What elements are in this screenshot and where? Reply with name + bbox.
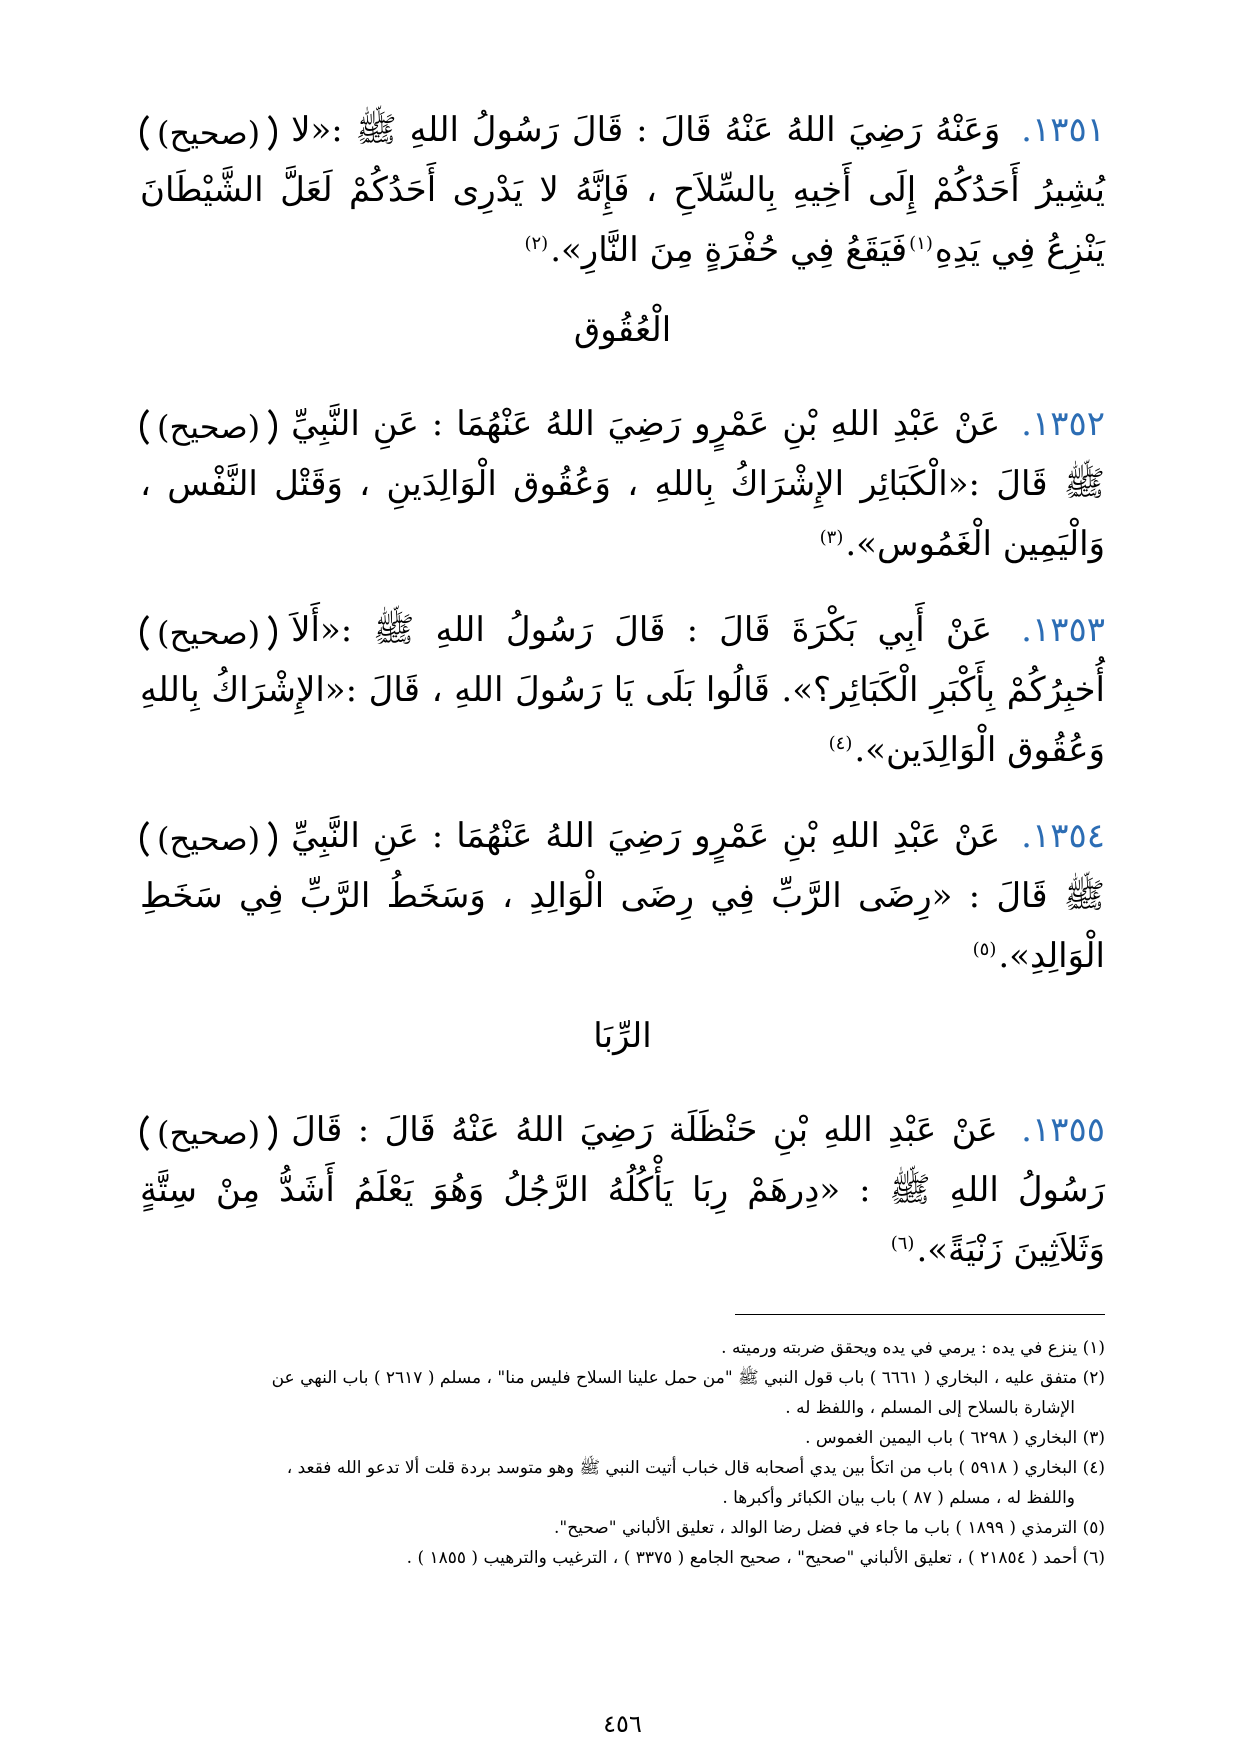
footnote-ref[interactable]: (١) — [909, 232, 933, 254]
hadith-text: عَنْ عَبْدِ اللهِ بْنِ حَنْظَلَة رَضِيَ اللهُ عَنْهُ قَالَ : قَالَ رَسُولُ اللهِ ﷺ : «دِرهَمْ رِبَا يَأْكُلُهُ الرَّجُلُ وَهُوَ يَعْلَمُ أَشَدُّ مِنْ سِتَّةٍ وَثَلاَثِينَ زَنْيَةً». — [140, 1110, 1105, 1270]
footnote-2 — [140, 1363, 1105, 1423]
footnote-divider — [735, 1314, 1105, 1315]
grade-badge: (صحيح) — [140, 1108, 277, 1158]
hadith-text: عَنْ عَبْدِ اللهِ بْنِ عَمْرٍو رَضِيَ اللهُ عَنْهُمَا : عَنِ النَّبِيِّ ﷺ قَالَ :«الْكَبَائِر الإِشْرَاكُ بِاللهِ ، وَعُقُوق الْوَالِدَينِ ، وَقَتْل النَّفْس ، وَالْيَمِين الْغَمُوس». — [140, 404, 1105, 564]
grade-badge: (صحيح) — [140, 608, 277, 658]
footnote-text: (٥) الترمذي ( ١٨٩٩ ) باب ما جاء في فضل رضا الوالد ، تعليق الألباني "صحيح". — [553, 1518, 1105, 1538]
footnote-ref[interactable]: (٢) — [524, 232, 549, 254]
hadith-number: ١٣٥٥. — [1021, 1110, 1105, 1150]
section-title-riba: الرِّبَا — [593, 1016, 652, 1056]
grade-badge: (صحيح) — [140, 814, 277, 864]
hadith-number: ١٣٥٢. — [1021, 404, 1105, 444]
footnote-text: (٦) أحمد ( ٢١٨٥٤ ) ، تعليق الألباني "صحيح" ، صحيح الجامع ( ٣٣٧٥ ) ، الترغيب والترهيب ( ١٨٥٥ ) . — [406, 1548, 1105, 1568]
footnote-ref[interactable]: (٥) — [972, 938, 997, 960]
footnote-ref[interactable]: (٤) — [828, 732, 853, 754]
hadith-text-continued: فَيَقَعُ فِي حُفْرَةٍ مِنَ النَّارِ». — [550, 230, 908, 270]
hadith-1351 — [140, 100, 1105, 280]
footnote-text: (١) ينزع في يده : يرمي في يده ويحقق ضربته ورميته . — [721, 1338, 1105, 1358]
hadith-number: ١٣٥٣. — [1021, 610, 1105, 650]
footnote-text: (٤) البخاري ( ٥٩١٨ ) باب من اتكأ بين يدي أصحابه قال خباب أتيت النبي ﷺ وهو متوسد بردة قلت ألا تدعو الله فقعد ، — [286, 1458, 1105, 1478]
hadith-1353 — [140, 600, 1105, 780]
footnote-text: (٢) متفق عليه ، البخاري ( ٦٦٦١ ) باب قول النبي ﷺ "من حمل علينا السلاح فليس منا" ، مسلم ( ٢٦١٧ ) باب النهي عن — [271, 1368, 1105, 1388]
footnotes — [140, 1333, 1105, 1573]
hadith-1354 — [140, 806, 1105, 986]
page-number: ٤٥٦ — [603, 1710, 642, 1738]
hadith-1355 — [140, 1100, 1105, 1280]
footnote-3 — [140, 1423, 1105, 1453]
hadith-number: ١٣٥٤. — [1021, 816, 1105, 856]
footnote-text: (٣) البخاري ( ٦٢٩٨ ) باب اليمين الغموس . — [805, 1428, 1105, 1448]
footnote-6 — [140, 1543, 1105, 1573]
footnote-1 — [140, 1333, 1105, 1363]
hadith-number: ١٣٥١. — [1021, 110, 1106, 150]
section-title-uquq: الْعُقُوق — [573, 310, 672, 350]
footnote-continuation: الإشارة بالسلاح إلى المسلم ، واللفظ له . — [785, 1398, 1075, 1418]
grade-badge: (صحيح) — [140, 108, 277, 158]
footnote-5 — [140, 1513, 1105, 1543]
hadith-text: عَنْ أَبِي بَكْرَةَ قَالَ : قَالَ رَسُولُ اللهِ ﷺ :«أَلاَ أُخبِرُكُمْ بِأَكْبَرِ الْكَبَائِر؟». قَالُوا بَلَى يَا رَسُولَ اللهِ ، قَالَ :«الإِشْرَاكُ بِاللهِ وَعُقُوق الْوَالِدَين». — [140, 610, 1105, 770]
hadith-1352 — [140, 394, 1105, 574]
grade-badge: (صحيح) — [140, 402, 277, 452]
hadith-text: عَنْ عَبْدِ اللهِ بْنِ عَمْرٍو رَضِيَ اللهُ عَنْهُمَا : عَنِ النَّبِيِّ ﷺ قَالَ : «رِضَى الرَّبِّ فِي رِضَى الْوَالِدِ ، وَسَخَطُ الرَّبِّ فِي سَخَطِ الْوَالِدِ». — [140, 816, 1105, 976]
footnote-4 — [140, 1453, 1105, 1513]
page-body — [140, 100, 1106, 1738]
footnote-ref[interactable]: (٣) — [819, 526, 844, 548]
footnote-ref[interactable]: (٦) — [890, 1232, 915, 1254]
hadith-text: وَعَنْهُ رَضِيَ اللهُ عَنْهُ قَالَ : قَالَ رَسُولُ اللهِ ﷺ :«لا يُشِيرُ أَحَدُكُمْ إِلَى أَخِيهِ بِالسِّلاَحِ ، فَإِنَّهُ لا يَدْرِى أَحَدُكُمْ لَعَلَّ الشَّيْطَانَ يَنْزِعُ فِي يَدِهِ — [140, 110, 1105, 270]
footnote-continuation: واللفظ له ، مسلم ( ٨٧ ) باب بيان الكبائر وأكبرها . — [722, 1488, 1075, 1508]
